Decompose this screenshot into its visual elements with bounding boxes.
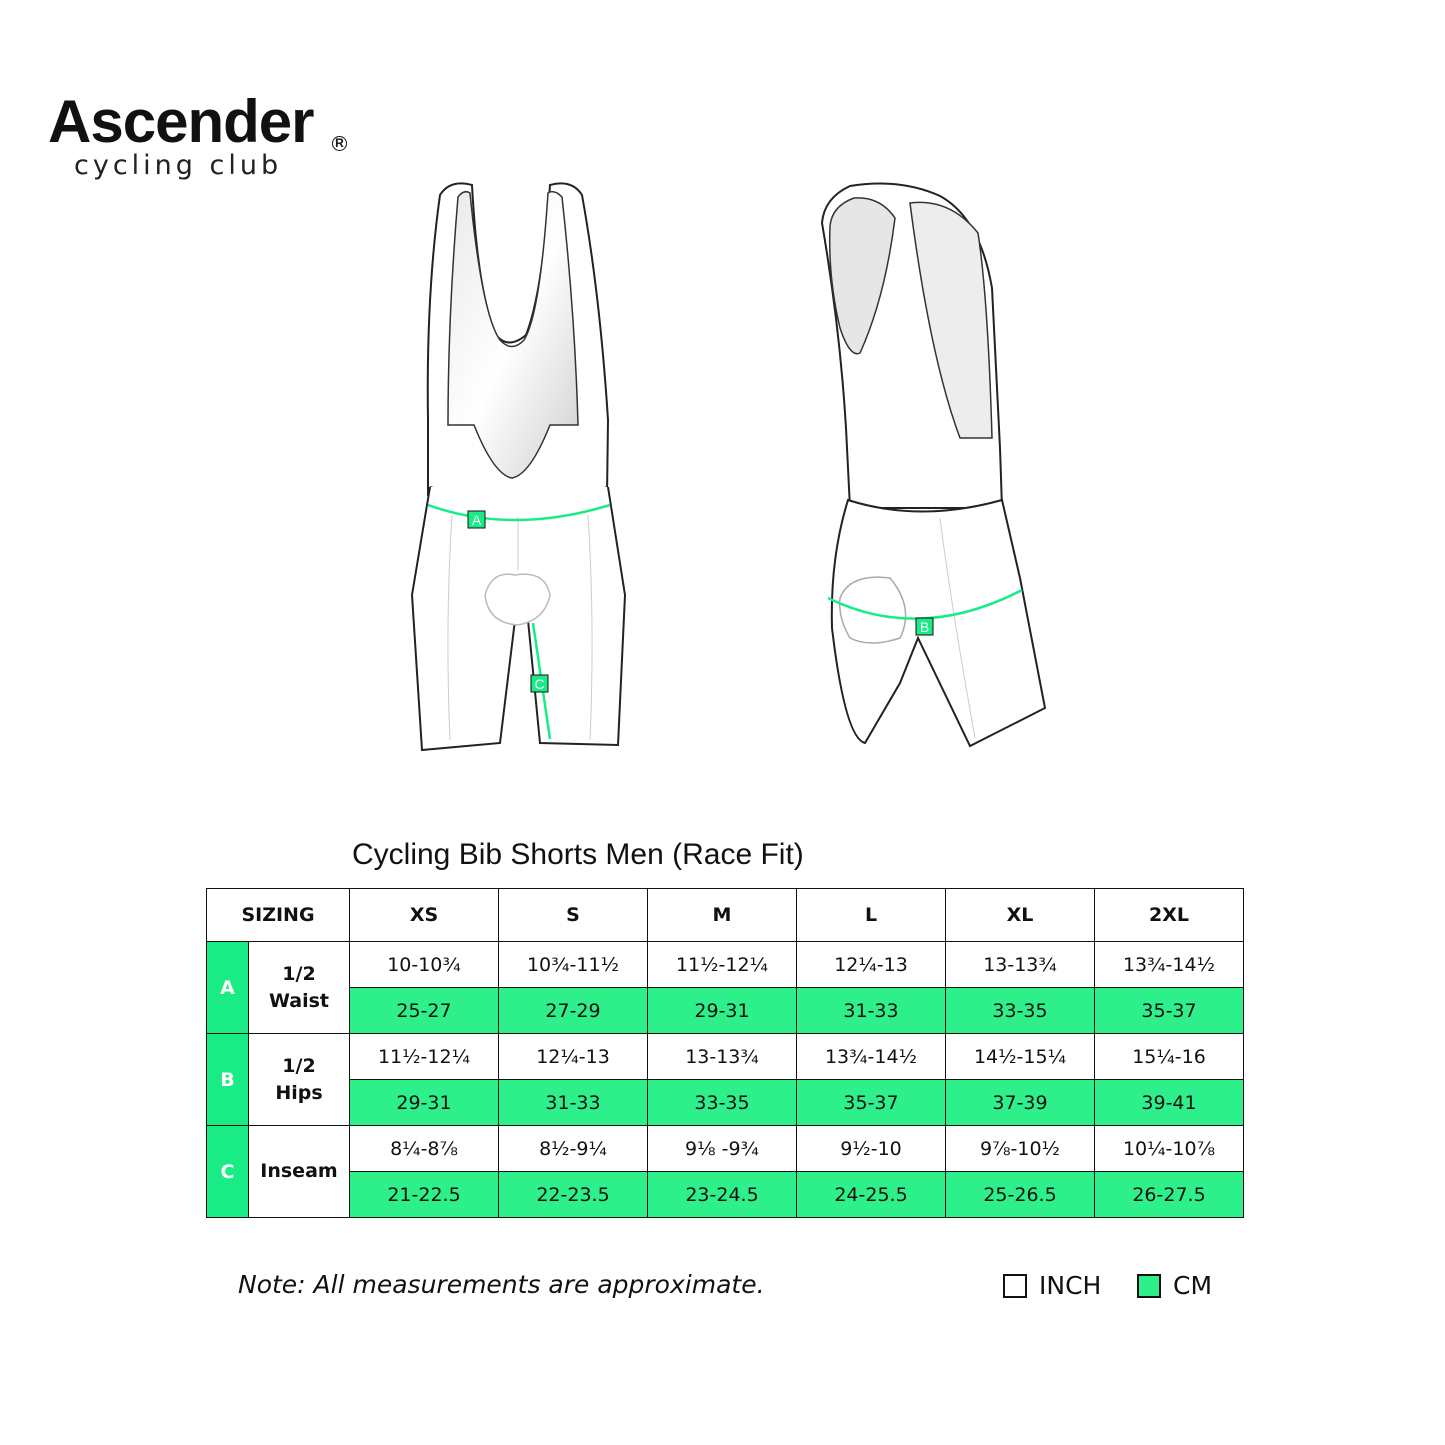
bib-shorts-front-illustration	[400, 175, 640, 765]
brand-tagline: cycling club	[74, 150, 283, 181]
sizing-header: SIZING	[207, 889, 350, 942]
inch-cell: 12¼-13	[499, 1034, 648, 1080]
row-letter-a: A	[207, 942, 249, 1034]
row-label-inseam	[249, 1126, 350, 1218]
size-header: 2XL	[1095, 889, 1244, 942]
cm-cell: 29-31	[648, 988, 797, 1034]
cm-cell: 26-27.5	[1095, 1172, 1244, 1218]
cm-cell: 21-22.5	[350, 1172, 499, 1218]
inch-cell: 11½-12¼	[350, 1034, 499, 1080]
row-label-line: 1/2	[282, 1054, 316, 1077]
inch-swatch	[1003, 1274, 1027, 1298]
cm-cell: 35-37	[797, 1080, 946, 1126]
measurement-note: Note: All measurements are approximate.	[238, 1270, 765, 1299]
marker-c-label: C	[534, 676, 545, 692]
inch-cell: 15¼-16	[1095, 1034, 1244, 1080]
row-letter-c: C	[207, 1126, 249, 1218]
size-header: S	[499, 889, 648, 942]
legend-cm	[1137, 1271, 1212, 1300]
cm-cell: 31-33	[499, 1080, 648, 1126]
legend-inch	[1003, 1271, 1101, 1300]
brand-logo	[48, 88, 344, 181]
inch-cell: 10¼-10⅞	[1095, 1126, 1244, 1172]
cm-cell: 39-41	[1095, 1080, 1244, 1126]
inch-cell: 9⅛ -9¾	[648, 1126, 797, 1172]
cm-cell: 29-31	[350, 1080, 499, 1126]
table-row	[207, 1034, 1244, 1080]
inch-cell: 13-13¾	[946, 942, 1095, 988]
size-chart-table	[206, 888, 1244, 1218]
legend-inch-label: INCH	[1039, 1271, 1102, 1300]
inch-cell: 9½-10	[797, 1126, 946, 1172]
inch-cell: 11½-12¼	[648, 942, 797, 988]
cm-swatch	[1137, 1274, 1161, 1298]
table-header-row	[207, 889, 1244, 942]
size-header: M	[648, 889, 797, 942]
inch-cell: 10¾-11½	[499, 942, 648, 988]
inch-cell: 13¾-14½	[797, 1034, 946, 1080]
row-label-line: 1/2	[282, 962, 316, 985]
cm-cell: 37-39	[946, 1080, 1095, 1126]
size-header: XS	[350, 889, 499, 942]
cm-cell: 35-37	[1095, 988, 1244, 1034]
marker-a-label: A	[471, 512, 482, 528]
inch-cell: 9⅞-10½	[946, 1126, 1095, 1172]
table-row	[207, 1080, 1244, 1126]
inch-cell: 12¼-13	[797, 942, 946, 988]
inch-cell: 8¼-8⅞	[350, 1126, 499, 1172]
inch-cell: 13-13¾	[648, 1034, 797, 1080]
legend-cm-label: CM	[1173, 1271, 1213, 1300]
cm-cell: 25-26.5	[946, 1172, 1095, 1218]
table-row	[207, 1126, 1244, 1172]
table-title: Cycling Bib Shorts Men (Race Fit)	[352, 838, 804, 871]
table-row	[207, 1172, 1244, 1218]
inch-cell: 10-10¾	[350, 942, 499, 988]
cm-cell: 27-29	[499, 988, 648, 1034]
marker-b-label: B	[919, 619, 930, 635]
row-label-hips	[249, 1034, 350, 1126]
table-row	[207, 988, 1244, 1034]
size-header: L	[797, 889, 946, 942]
brand-name: Ascender	[48, 88, 314, 155]
cm-cell: 33-35	[946, 988, 1095, 1034]
row-label-line: Inseam	[260, 1160, 338, 1183]
cm-cell: 24-25.5	[797, 1172, 946, 1218]
row-label-line: Hips	[275, 1081, 323, 1104]
row-label-waist	[249, 942, 350, 1034]
row-letter-b: B	[207, 1034, 249, 1126]
cm-cell: 31-33	[797, 988, 946, 1034]
cm-cell: 22-23.5	[499, 1172, 648, 1218]
inch-cell: 14½-15¼	[946, 1034, 1095, 1080]
size-header: XL	[946, 889, 1095, 942]
cm-cell: 23-24.5	[648, 1172, 797, 1218]
cm-cell: 25-27	[350, 988, 499, 1034]
inch-cell: 13¾-14½	[1095, 942, 1244, 988]
cm-cell: 33-35	[648, 1080, 797, 1126]
bib-shorts-side-illustration	[810, 178, 1055, 753]
row-label-line: Waist	[268, 989, 329, 1012]
registered-mark: R	[332, 136, 347, 151]
table-row	[207, 942, 1244, 988]
inch-cell: 8½-9¼	[499, 1126, 648, 1172]
